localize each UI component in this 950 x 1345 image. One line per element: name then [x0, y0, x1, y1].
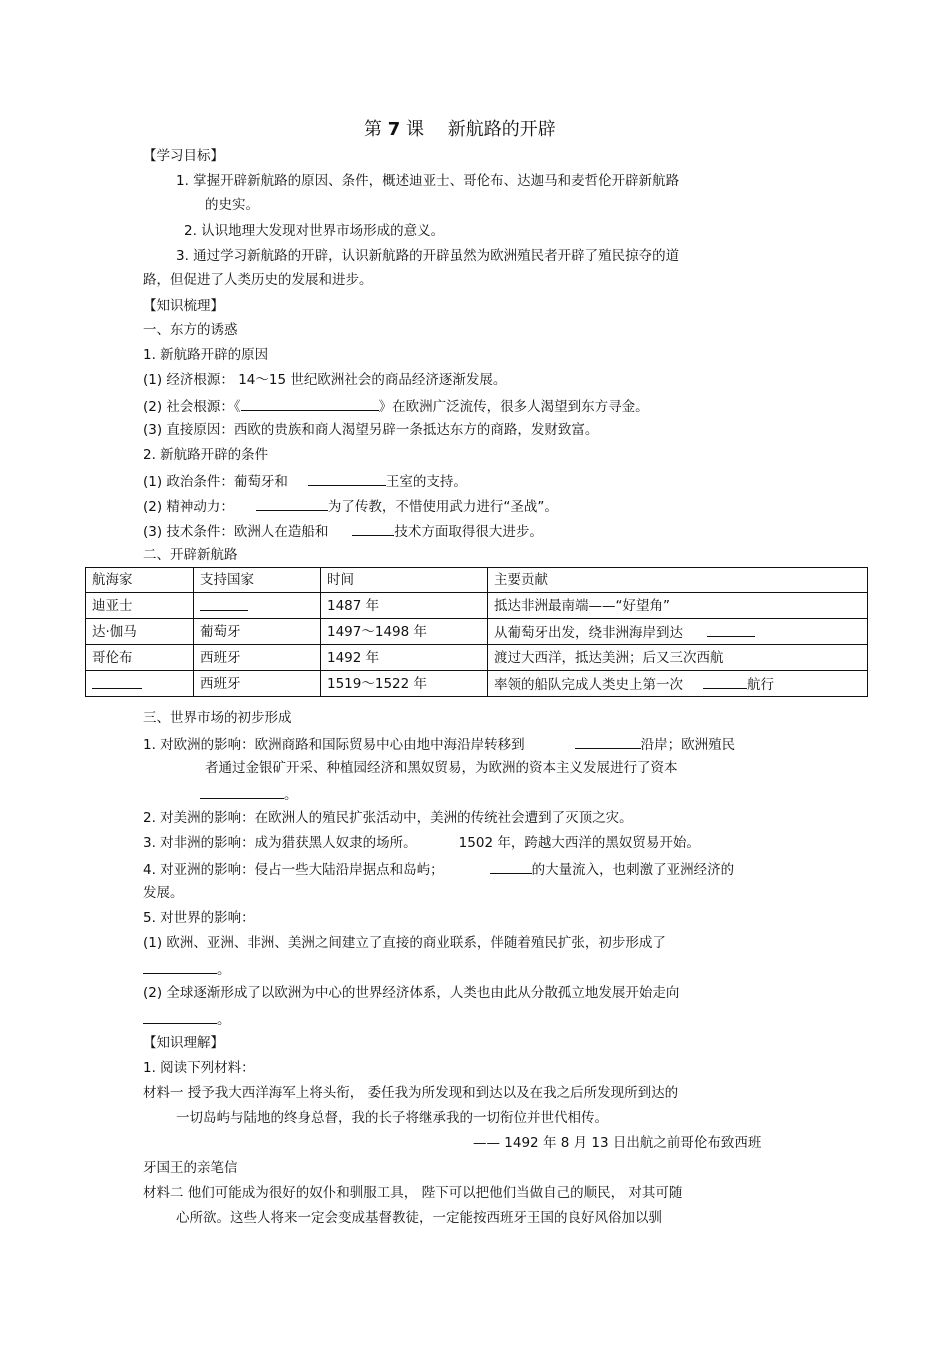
impact-world-2: (2) 全球逐渐形成了以欧洲为中心的世界经济体系，人类也由此从分散孤立地发展开始走向 — [143, 985, 680, 1001]
table-row — [86, 619, 868, 645]
cell-navigator: 达·伽马 — [86, 619, 194, 645]
condition-political: (1) 政治条件：葡萄牙和 王室的支持。 — [143, 471, 467, 491]
cell-contribution: 抵达非洲最南端——“好望角” — [488, 593, 868, 619]
goal-1-cont: 的史实。 — [205, 197, 259, 213]
fill-blank[interactable] — [241, 396, 379, 411]
title-lesson-word: 课 — [406, 119, 424, 140]
impact-europe-end: 。 — [200, 784, 298, 804]
impact-asia-cont: 发展。 — [143, 885, 184, 901]
section-1-heading: 一、东方的诱惑 — [143, 322, 238, 338]
causes-heading: 1. 新航路开辟的原因 — [143, 347, 269, 363]
goal-3: 3. 通过学习新航路的开辟，认识新航路的开辟虽然为欧洲殖民者开辟了殖民掠夺的道 — [176, 248, 680, 264]
fill-blank[interactable] — [256, 496, 328, 511]
cell-navigator: 哥伦布 — [86, 645, 194, 671]
cause-economic: (1) 经济根源： 14～15 世纪欧洲社会的商品经济逐渐发展。 — [143, 372, 507, 388]
table-header-row — [86, 568, 868, 593]
lesson-name: 新航路的开辟 — [447, 119, 556, 140]
material-2-cont: 心所欲。这些人将来一定会变成基督教徒，一定能按西班牙王国的良好风俗加以驯 — [176, 1210, 662, 1226]
navigators-table — [85, 567, 868, 697]
goal-1: 1. 掌握开辟新航路的原因、条件，概述迪亚士、哥伦布、达迦马和麦哲伦开辟新航路 — [176, 173, 680, 189]
cell-navigator — [86, 671, 194, 697]
section-2-heading: 二、开辟新航路 — [143, 547, 238, 563]
header-navigator: 航海家 — [86, 568, 194, 593]
fill-blank[interactable] — [200, 596, 248, 611]
goal-2: 2. 认识地理大发现对世界市场形成的意义。 — [184, 223, 445, 239]
material-2: 材料二 他们可能成为很好的奴仆和驯服工具， 陛下可以把他们当做自己的顺民， 对其可随 — [143, 1185, 683, 1201]
fill-blank[interactable] — [143, 1009, 217, 1024]
header-time: 时间 — [321, 568, 488, 593]
table-row — [86, 593, 868, 619]
table-row — [86, 671, 868, 697]
impact-world-1-end: 。 — [143, 959, 231, 979]
impact-americas: 2. 对美洲的影响：在欧洲人的殖民扩张活动中，美洲的传统社会遭到了灭顶之灾。 — [143, 810, 633, 826]
cell-time: 1487 年 — [321, 593, 488, 619]
fill-blank[interactable] — [143, 959, 217, 974]
material-1-source-cont: 牙国王的亲笔信 — [143, 1160, 238, 1176]
cell-country: 西班牙 — [194, 671, 321, 697]
cell-contribution: 渡过大西洋，抵达美洲；后又三次西航 — [488, 645, 868, 671]
impact-europe-cont: 者通过金银矿开采、种植园经济和黑奴贸易，为欧洲的资本主义发展进行了资本 — [205, 760, 678, 776]
cell-country: 西班牙 — [194, 645, 321, 671]
fill-blank[interactable] — [707, 622, 755, 637]
cell-country: 葡萄牙 — [194, 619, 321, 645]
fill-blank[interactable] — [575, 734, 641, 749]
cell-time: 1519～1522 年 — [321, 671, 488, 697]
fill-blank[interactable] — [490, 859, 532, 874]
fill-blank[interactable] — [92, 674, 142, 689]
table-row — [86, 645, 868, 671]
cell-time: 1492 年 — [321, 645, 488, 671]
condition-technical: (3) 技术条件：欧洲人在造船和 技术方面取得很大进步。 — [143, 521, 543, 541]
header-country: 支持国家 — [194, 568, 321, 593]
title-prefix: 第 — [364, 119, 382, 140]
header-contribution: 主要贡献 — [488, 568, 868, 593]
cell-time: 1497～1498 年 — [321, 619, 488, 645]
impact-asia: 4. 对亚洲的影响：侵占一些大陆沿岸据点和岛屿； 的大量流入，也刺激了亚洲经济的 — [143, 859, 734, 879]
cell-country — [194, 593, 321, 619]
material-1-source: —— 1492 年 8 月 13 日出航之前哥伦布致西班 — [473, 1135, 762, 1151]
review-heading: 【知识梳理】 — [143, 298, 224, 314]
fill-blank[interactable] — [352, 521, 394, 536]
conditions-heading: 2. 新航路开辟的条件 — [143, 447, 269, 463]
impact-world-2-end: 。 — [143, 1009, 231, 1029]
fill-blank[interactable] — [200, 784, 284, 799]
condition-spiritual: (2) 精神动力： 为了传教，不惜使用武力进行“圣战”。 — [143, 496, 558, 516]
impact-world-heading: 5. 对世界的影响： — [143, 910, 255, 926]
impact-world-1: (1) 欧洲、亚洲、非洲、美洲之间建立了直接的商业联系，伴随着殖民扩张，初步形成了 — [143, 935, 666, 951]
material-1-cont: 一切岛屿与陆地的终身总督，我的长子将继承我的一切衔位并世代相传。 — [176, 1110, 608, 1126]
material-1: 材料一 授予我大西洋海军上将头衔， 委任我为所发现和到达以及在我之后所发现所到达的 — [143, 1085, 679, 1101]
cause-direct: (3) 直接原因：西欧的贵族和商人渴望另辟一条抵达东方的商路，发财致富。 — [143, 422, 599, 438]
fill-blank[interactable] — [308, 471, 386, 486]
goals-heading: 【学习目标】 — [143, 148, 224, 164]
goal-3-cont: 路，但促进了人类历史的发展和进步。 — [143, 272, 373, 288]
section-3-heading: 三、世界市场的初步形成 — [143, 710, 292, 726]
understand-heading: 【知识理解】 — [143, 1035, 224, 1051]
impact-europe: 1. 对欧洲的影响：欧洲商路和国际贸易中心由地中海沿岸转移到 沿岸；欧洲殖民 — [143, 734, 735, 754]
lesson-number: 7 — [387, 119, 401, 140]
cell-contribution: 率领的船队完成人类史上第一次 航行 — [488, 671, 868, 697]
impact-africa: 3. 对非洲的影响：成为猎获黑人奴隶的场所。 1502 年，跨越大西洋的黑奴贸易开始。 — [143, 835, 700, 851]
question-1: 1. 阅读下列材料： — [143, 1060, 255, 1076]
cell-contribution: 从葡萄牙出发，绕非洲海岸到达 — [488, 619, 868, 645]
cause-social: (2) 社会根源：《 》在欧洲广泛流传，很多人渴望到东方寻金。 — [143, 396, 649, 416]
fill-blank[interactable] — [703, 674, 747, 689]
cell-navigator: 迪亚士 — [86, 593, 194, 619]
page-title — [364, 119, 556, 141]
